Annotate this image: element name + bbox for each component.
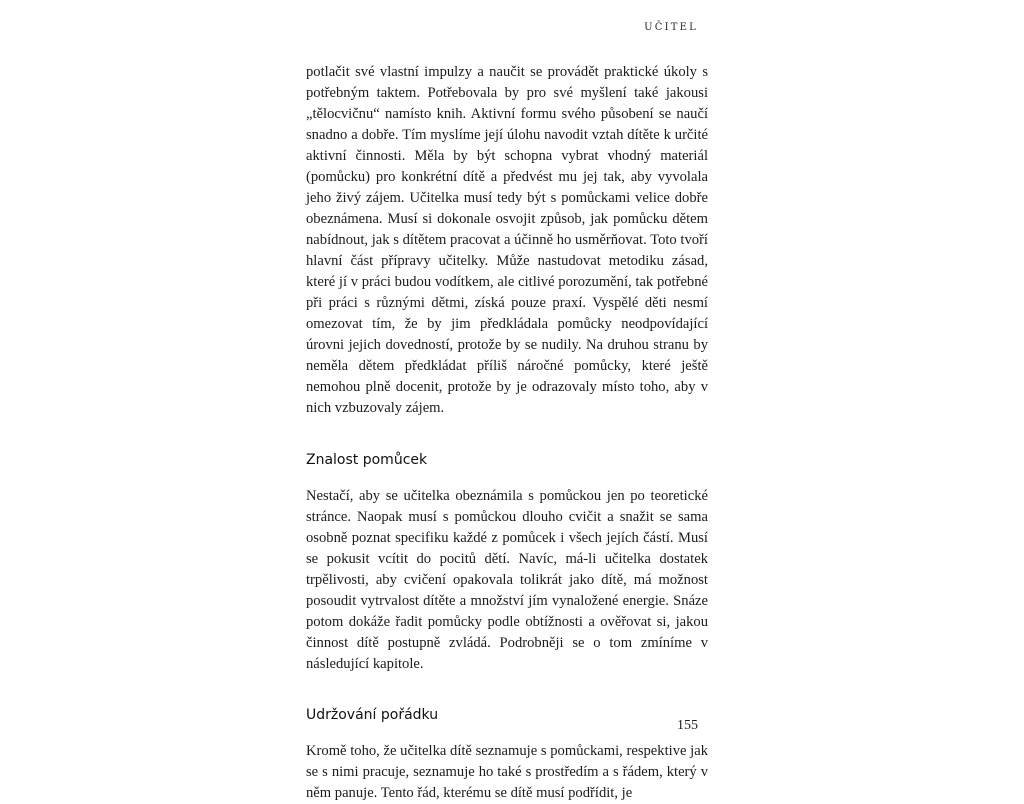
body-paragraph: Nestačí, aby se učitelka obeznámila s pomůckou jen po teoretické stránce. Naopak musí s pomůckou dlouho cvičit a snažit se sama osobně poznat specifiku každé z pomůcek i všech jejích částí. Musí se pokusit vcítit do pocitů dětí. Navíc, má-li učitelka dostatek trpělivosti, aby cvičení opakovala tolikrát jako dítě, má možnost posoudit vytrvalost dítěte a množství jím vynaložené energie. Snáze potom dokáže řadit pomůcky podle obtížnosti a ověřovat si, jakou činnost dítě postupně zvládá. Podrobněji se o tom zmíníme v následující kapitole. xyxy=(306,488,708,672)
body-paragraph: Kromě toho, že učitelka dítě seznamuje s pomůckami, respektive jak se s nimi pracuje, seznamuje ho také s prostředím a s řádem, který v něm panuje. Tento řád, kterému se dítě musí podřídit, je xyxy=(306,743,708,801)
section-heading: Udržování pořádku xyxy=(306,707,439,723)
page-body xyxy=(306,62,708,804)
section-heading: Znalost pomůcek xyxy=(306,452,428,468)
running-head: UČITEL xyxy=(644,22,698,33)
page-number: 155 xyxy=(677,718,698,733)
body-paragraph: potlačit své vlastní impulzy a naučit se provádět praktické úkoly s potřebným taktem. Potřebovala by pro své myšlení také jakousi „tělocvičnu“ namísto knih. Aktivní formu svého působení se naučí snadno a dobře. Tím myslíme její úlohu navodit vztah dítěte k určité aktivní činnosti. Měla by být schopna vybrat vhodný materiál (pomůcku) pro konkrétní dítě a předvést mu jej tak, aby vyvolala jeho živý zájem. Učitelka musí tedy být s pomůckami velice dobře obeznámena. Musí si dokonale osvojit způsob, jak pomůcku dětem nabídnout, jak s dítětem pracovat a účinně ho usměrňovat. Toto tvoří hlavní část přípravy učitelky. Může nastudovat metodiku zásad, které jí v práci budou vodítkem, ale citlivé porozumění, tak potřebné při práci s různými dětmi, získá pouze praxí. Vyspělé děti nesmí omezovat tím, že by jim předkládala pomůcky neodpovídající úrovni jejich dovedností, protože by se nudily. Na druhou stranu by neměla dětem předkládat příliš náročné pomůcky, které ještě nemohou plně docenit, protože by je odrazovaly místo toho, aby v nich vzbuzovaly zájem. xyxy=(306,64,708,416)
